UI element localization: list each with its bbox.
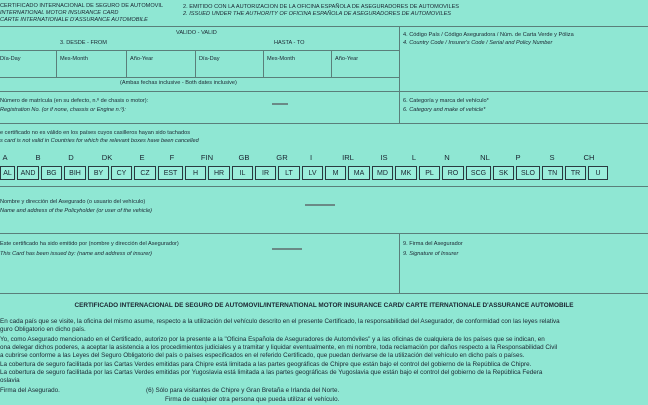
header-note-es: 2. EMITIDO CON LA AUTORIZACION DE LA OFICINA ESPAÑOLA DE ASEGURADORES DE AUTOMOVILES [183, 4, 460, 10]
country-code: S [549, 153, 555, 162]
footer-line: La cobertura de seguro facilitada por las Cartas Verdes emitidas para Chipre está limitada a las partes geográficas de Chipre que están bajo el control del gobierno de la República de Chipre. [0, 361, 532, 368]
footer-note-cyprus-uk: (6) Sólo para visitantes de Chipre y Gran Bretaña e Irlanda del Norte. [146, 387, 340, 394]
country-box: MA [348, 166, 370, 180]
issuer-label-en: This Card has been issued by: (name and address of insurer) [0, 251, 153, 257]
country-box: SK [493, 166, 514, 180]
country-code: IRL [342, 153, 354, 162]
from-year-cell: Año-Year [130, 56, 154, 62]
footer-line: guro Obligatorio en dicho país. [0, 326, 86, 333]
country-box: IR [255, 166, 276, 180]
countries-note-en: s card is not valid in Countries for which the relevant boxes have been cancelled [0, 138, 199, 144]
country-code: NL [480, 153, 490, 162]
country-box: IL [232, 166, 253, 180]
country-code: N [444, 153, 450, 162]
country-code: I [309, 153, 313, 162]
from-day-cell: Día-Day [0, 56, 21, 62]
header-es-title: CERTIFICADO INTERNACIONAL DE SEGURO DE AUTOMOVIL [0, 3, 164, 9]
country-box: MD [372, 166, 393, 180]
country-code: B [35, 153, 41, 162]
country-code: D [68, 153, 74, 162]
footer-line: La cobertura de seguro facilitada por las Cartas Verdes emitidas por Yugoslavia está limitada a las partes geográficas de Yugoslavia que están bajo el control del gobierno de la República Federa [0, 369, 543, 376]
category-label-es: 6. Categoría y marca del vehículo* [403, 98, 489, 104]
country-code: FIN [200, 153, 214, 162]
to-month-cell: Mes-Month [267, 56, 295, 62]
countries-note-es: e certificado no es válido en los países cuyos casilleros hayan sido tachados [0, 130, 190, 136]
country-code: GB [238, 153, 250, 162]
header-en-title: INTERNATIONAL MOTOR INSURANCE CARD [0, 10, 119, 16]
country-box: BY [88, 166, 109, 180]
insured-signature-label: Firma del Asegurado. [0, 387, 60, 394]
country-box: U [588, 166, 608, 180]
from-month-cell: Mes-Month [60, 56, 88, 62]
country-box: SLO [516, 166, 540, 180]
country-code: L [411, 153, 417, 162]
to-year-cell: Año-Year [335, 56, 359, 62]
category-label-en: 6. Category and make of vehicle* [403, 107, 486, 113]
footer-line: oslavia [0, 377, 20, 384]
country-box: CZ [134, 166, 156, 180]
valid-label: VALIDO - VALID [176, 30, 217, 36]
to-day-cell: Día-Day [199, 56, 220, 62]
country-code: DK [101, 153, 113, 162]
country-code: CH [583, 153, 595, 162]
country-box: MK [395, 166, 417, 180]
country-box: TN [542, 166, 563, 180]
country-code: P [515, 153, 521, 162]
box4-label-es: 4. Código País / Código Aseguradora / Núm. de Carta Verde y Póliza [403, 32, 574, 38]
issuer-value-mark [272, 248, 302, 250]
country-box: LT [278, 166, 300, 180]
country-code: F [169, 153, 175, 162]
box4-label-en: 4. Country Code / Insurer's Code / Serial and Policy Number [403, 40, 553, 46]
policyholder-label-es: Nombre y dirección del Asegurado (o usuario del vehículo) [0, 199, 146, 205]
to-label: HASTA - TO [274, 40, 305, 46]
footer-title: CERTIFICADO INTERNACIONAL DE SEGURO DE AUTOMOVIL/INTERNATIONAL MOTOR INSURANCE CARD/ CARTE ITERNATIONALE D'ASSURANCE AUTOMOBILE [74, 302, 574, 309]
policyholder-label-en: Name and address of the Policyholder (or user of the vehicle) [0, 208, 153, 214]
country-box: LV [302, 166, 323, 180]
registration-value-mark [272, 103, 288, 105]
header-note-en: 2. ISSUED UNDER THE AUTHORITY OF OFICINA ESPAÑOLA DE ASEGURADORES DE AUTOMOVILES [183, 11, 452, 17]
footer-line: ona delegar dichos poderes, a aceptar la asistencia a los procedimientos judiciales y a tramitar y liquidar eventualmente, en mi nombre, toda reclamación por daños respecto a la Responsabilidad Civil [0, 344, 558, 351]
registration-label-es: Número de matrícula (en su defecto, n.º de chasis o motor): [0, 98, 149, 104]
footer-note-other-driver: Firma de cualquier otra persona que pueda utilizar el vehículo. [165, 396, 340, 403]
registration-label-en: Registration No. (or if none, chassis or Engine n.º): [0, 107, 126, 113]
country-code: IS [380, 153, 388, 162]
insurer-signature-label-en: 9. Signature of Insurer [403, 251, 459, 257]
country-box: SCG [466, 166, 491, 180]
country-box: BG [41, 166, 62, 180]
country-box: H [185, 166, 206, 180]
footer-line: a cubrirse conforme a las Leyes del Seguro Obligatorio del país o países especificados en el referido Certificado, que puedan derivarse de la utilización del vehículo en dicho país o países. [0, 352, 525, 359]
country-box: CY [111, 166, 132, 180]
policyholder-value-mark [305, 204, 335, 206]
footer-line: Yo, como Asegurado mencionado en el Certificado, autorizo por la presente a la "Oficina Española de Aseguradores de Automóviles" y a las oficinas de cualquiera de los países que se indican, en [0, 336, 545, 343]
dates-inclusive-note: (Ambas fechas inclusive - Both dates inclusive) [120, 80, 237, 86]
country-box: AL [0, 166, 15, 180]
header-fr-title: CARTE INTERNATIONALE D'ASSURANCE AUTOMOBILE [0, 17, 148, 23]
country-box: TR [565, 166, 586, 180]
country-box: AND [17, 166, 39, 180]
from-label: 3. DESDE - FROM [60, 40, 107, 46]
country-code: GR [276, 153, 288, 162]
country-box: M [325, 166, 346, 180]
issuer-label-es: Este certificado ha sido emitido por (nombre y dirección del Asegurador) [0, 241, 179, 247]
country-box: PL [419, 166, 440, 180]
footer-line: En cada país que se visite, la oficina del mismo asume, respecto a la utilización del vehículo descrito en el presente Certificado, la responsabilidad del Asegurador, de conformidad con las leyes relativa [0, 318, 560, 325]
country-code: A [2, 153, 8, 162]
country-box: EST [158, 166, 183, 180]
country-code: E [139, 153, 145, 162]
country-box: BIH [64, 166, 86, 180]
country-box: RO [442, 166, 464, 180]
country-box: HR [208, 166, 230, 180]
insurer-signature-label-es: 9. Firma del Asegurador [403, 241, 463, 247]
